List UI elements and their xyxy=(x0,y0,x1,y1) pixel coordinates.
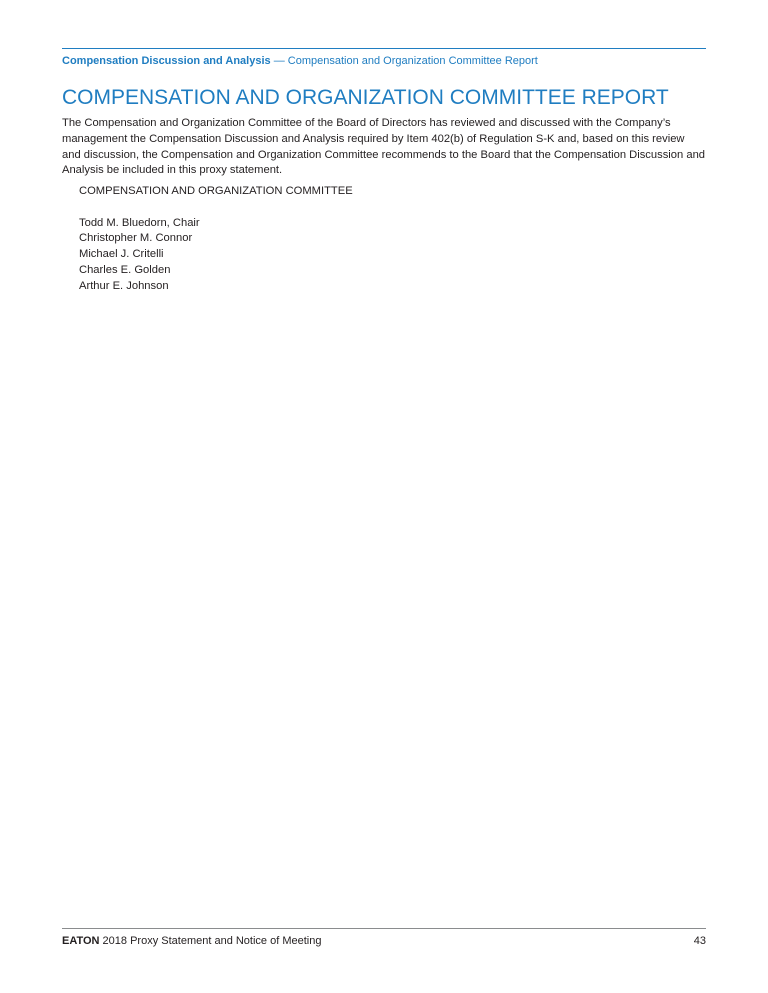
header-section: Compensation Discussion and Analysis xyxy=(62,55,271,67)
page-title: COMPENSATION AND ORGANIZATION COMMITTEE REPORT xyxy=(62,86,669,109)
footer-rule xyxy=(62,928,706,929)
committee-signature-block xyxy=(79,184,353,295)
page-number: 43 xyxy=(693,935,706,947)
committee-member: Arthur E. Johnson xyxy=(79,279,169,292)
committee-member: Charles E. Golden xyxy=(79,263,171,276)
report-body: The Compensation and Organization Committee of the Board of Directors has reviewed and discussed with the Company’s management the Compensation Discussion and Analysis required by Item 402(b) of Regulation S-K and, based on this review and discussion, the Compensation and Organization Committee recommends to the Board that the Compensation Discussion and Analysis be included in this proxy statement. xyxy=(62,117,706,177)
running-header xyxy=(62,54,538,68)
header-subsection: Compensation and Organization Committee Report xyxy=(287,55,538,67)
footer-publication-title: 2018 Proxy Statement and Notice of Meeting xyxy=(99,935,322,947)
header-rule xyxy=(62,48,706,49)
footer-publication xyxy=(62,934,321,948)
committee-member: Michael J. Critelli xyxy=(79,248,164,261)
footer-brand: EATON xyxy=(62,935,100,947)
header-separator: — xyxy=(270,55,288,67)
committee-member: Todd M. Bluedorn, Chair xyxy=(79,216,200,229)
committee-member: Christopher M. Connor xyxy=(79,232,193,245)
document-page xyxy=(62,0,706,993)
committee-heading: COMPENSATION AND ORGANIZATION COMMITTEE xyxy=(79,185,353,197)
